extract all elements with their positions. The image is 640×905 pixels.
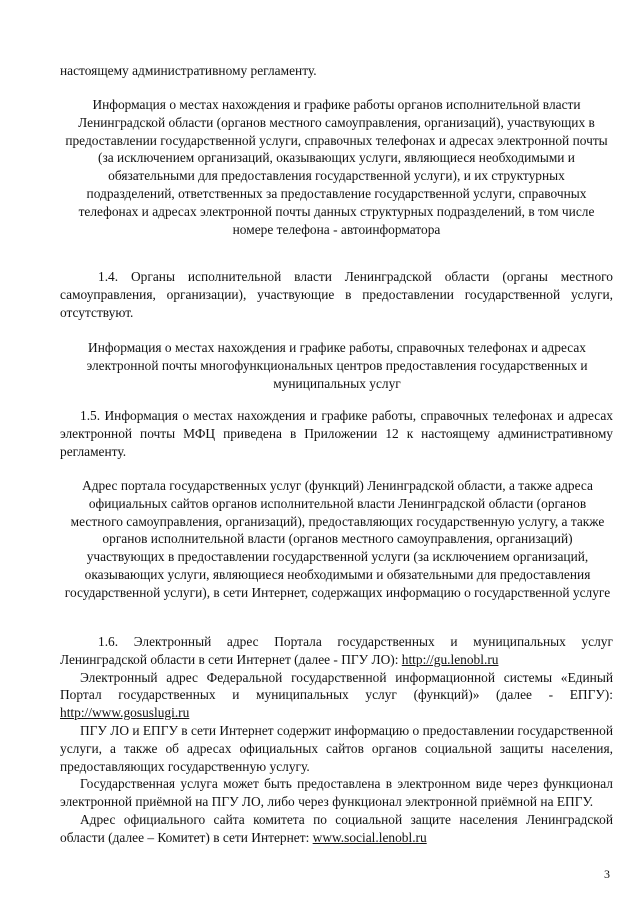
paragraph-1-6: 1.6. Электронный адрес Портала государственных и муниципальных услуг Ленинградской области в сети Интернет (далее - ПГУ ЛО): http://gu.lenobl.ru bbox=[60, 634, 613, 667]
paragraph-electronic: Государственная услуга может быть предоставлена в электронном виде через функционал электронной приёмной на ПГУ ЛО, либо через функционал электронной приёмной на ЕПГУ. bbox=[60, 776, 613, 810]
section-heading-mfc: Информация о местах нахождения и графике работы, справочных телефонах и адресах электронной почты многофункциональных центров предоставления государственных и муниципальных услуг bbox=[86, 340, 588, 391]
pgu-lo-link[interactable]: http://gu.lenobl.ru bbox=[401, 651, 499, 667]
paragraph-1-4: 1.4. Органы исполнительной власти Ленинградской области (органы местного самоуправления, организации), участвующие в предоставлении государственной услуги, отсутствуют. bbox=[60, 269, 613, 320]
paragraph-epgu: Электронный адрес Федеральной государственной информационной системы «Единый Портал государственных и муниципальных услуг (функций)» (далее - ЕПГУ): http://www.gosuslugi.ru bbox=[60, 669, 613, 721]
paragraphs-1-6 bbox=[60, 633, 613, 847]
paragraph-committee: Адрес официального сайта комитета по социальной защите населения Ленинградской области (далее – Комитет) в сети Интернет: www.social.lenobl.ru bbox=[60, 811, 613, 845]
paragraph-pgu-info: ПГУ ЛО и ЕПГУ в сети Интернет содержит информацию о предоставлении государственной услуги, а также об адресах официальных сайтов органов социальной защиты населения, предоставляющих государственную услугу. bbox=[60, 722, 613, 774]
section-heading-organs: Информация о местах нахождения и графике работы органов исполнительной власти Ленинградской области (органов местного самоуправления, организаций), участвующих в предоставлении государственной услуги, справочных телефонах и адресах электронной почты (за исключением организаций, оказывающих услуги, являющиеся необходимыми и обязательными для предоставления государственной услуги), и их структурных подразделений, ответственных за предоставление государственной услуги, справочных телефонах и адресах электронной почты данных структурных подразделений, в том числе номере телефона - автоинформатора bbox=[65, 97, 608, 237]
intro-line: настоящему административному регламенту. bbox=[60, 63, 317, 78]
epgu-link[interactable]: http://www.gosuslugi.ru bbox=[60, 705, 190, 721]
page-number: 3 bbox=[604, 867, 610, 881]
section-heading-portal: Адрес портала государственных услуг (функций) Ленинградской области, а также адреса официальных сайтов органов исполнительной власти Ленинградской области (органов местного самоуправления, организаций), предоставляющих государственную услугу, а также органов исполнительной власти (органов местного самоуправления, организаций) участвующих в предоставлении государственной услуги (за исключением организаций, оказывающих услуги, являющиеся необходимыми и обязательными для предоставления государственной услуги), в сети Интернет, содержащих информацию о государственной услуге bbox=[64, 478, 611, 600]
committee-site-link[interactable]: www.social.lenobl.ru bbox=[312, 829, 427, 845]
paragraph-1-5: 1.5. Информация о местах нахождения и графике работы, справочных телефонах и адресах электронной почты МФЦ приведена в Приложении 12 к настоящему административному регламенту. bbox=[60, 408, 613, 459]
